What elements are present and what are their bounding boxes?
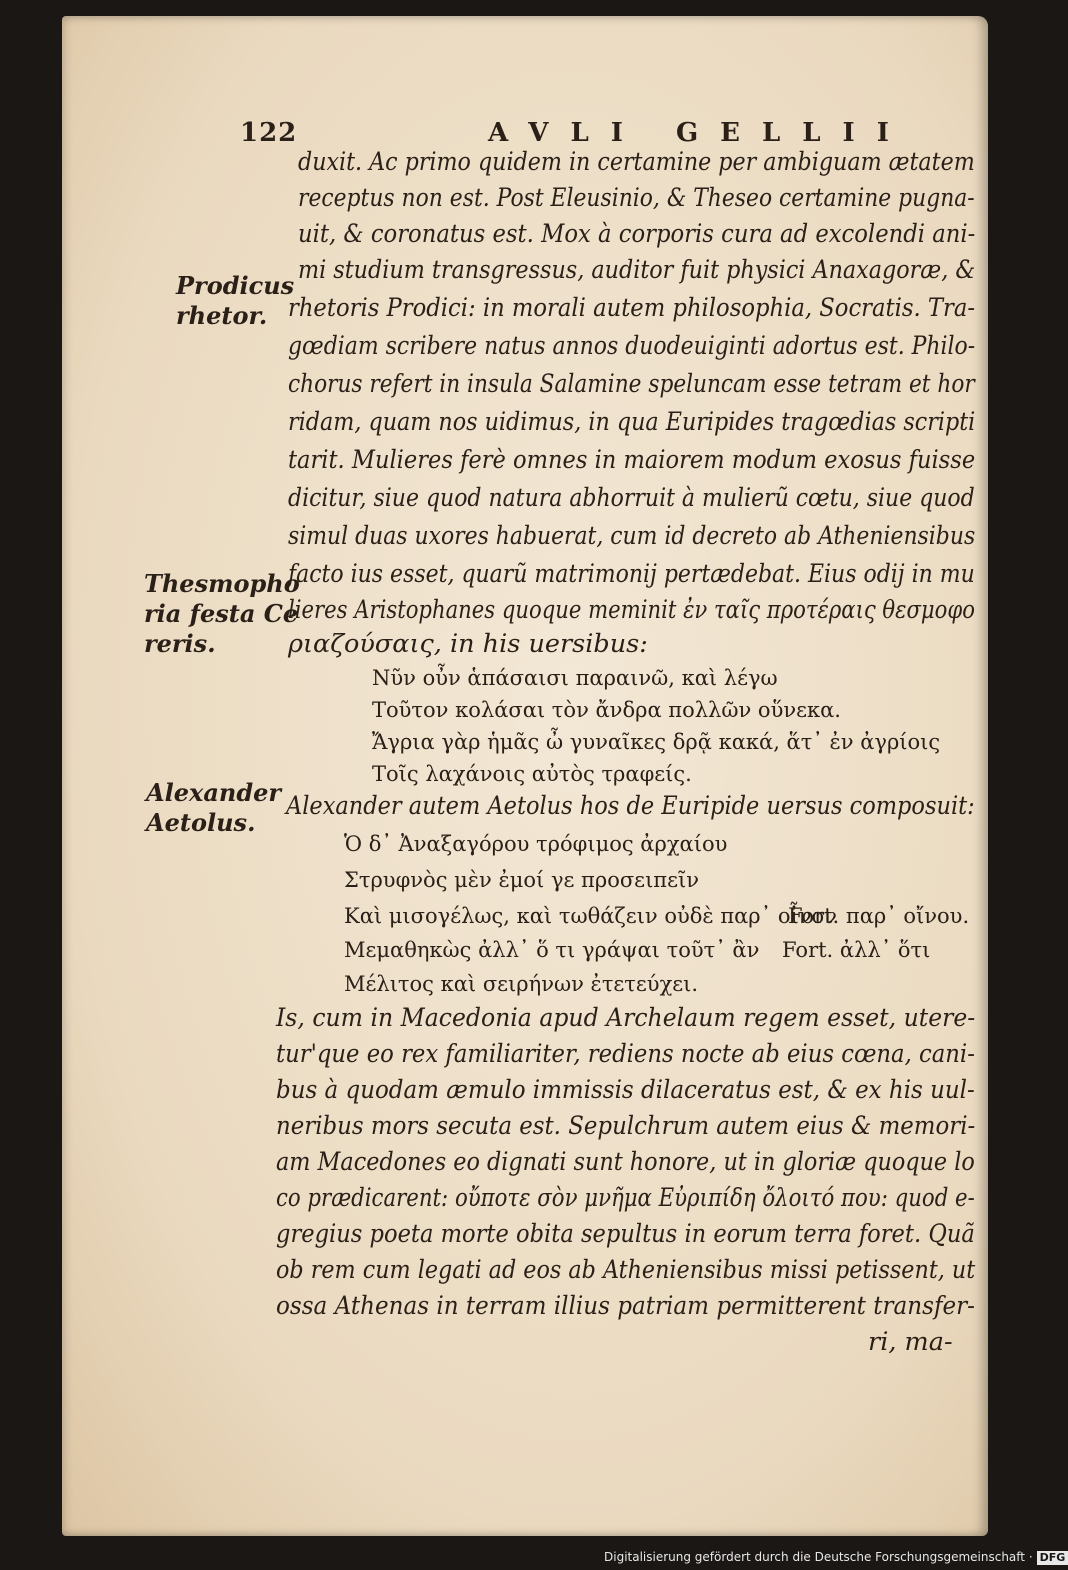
text-line: tur'que eo rex familiariter, rediens nocte ab eius cœna, cani-: [276, 1039, 975, 1069]
text-line: dicitur, siue quod natura abhorruit à mulierũ cœtu, siue quod: [288, 483, 975, 513]
text-line: bus à quodam æmulo immissis dilaceratus est, & ex his uul-: [276, 1075, 975, 1105]
text-line: Is, cum in Macedonia apud Archelaum regem esset, utere-: [276, 1003, 976, 1033]
text-line: rhetoris Prodici: in morali autem philosophia, Socratis. Tra-: [288, 293, 976, 323]
text-line: gœdiam scribere natus annos duodeuiginti adortus est. Philo-: [288, 331, 976, 361]
fort-note: Fort. ἀλλ᾽ ὅτι: [782, 938, 931, 962]
text-line: chorus refert in insula Salamine speluncam esse tetram et hor: [288, 369, 975, 399]
margin-note-line: Prodicus: [176, 271, 295, 300]
margin-note-line: Thesmopho: [144, 569, 300, 598]
greek-verse: Ὁ δ᾽ Ἀναξαγόρου τρόφιμος ἀρχαίου: [344, 832, 728, 856]
greek-verse: Μεμαθηκὼς ἀλλ᾽ ὅ τι γράψαι τοῦτ᾽ ἂν: [344, 938, 760, 962]
margin-note-line: rhetor.: [176, 301, 268, 330]
footer-text: Digitalisierung gefördert durch die Deutsche Forschungsgemeinschaft ·: [604, 1550, 1033, 1564]
text-line: gregius poeta morte obita sepultus in eorum terra foret. Quã: [276, 1219, 975, 1249]
text-line: facto ius esset, quarũ matrimonij pertædebat. Eius odij in mu: [288, 559, 975, 589]
margin-note-line: reris.: [144, 629, 216, 658]
greek-verse: Καὶ μισογέλως, καὶ τωθάζειν οὐδὲ παρ᾽ οἶνον: [344, 904, 837, 928]
greek-verse: Μέλιτος καὶ σειρήνων ἐτετεύχει.: [344, 972, 699, 996]
dfg-logo: DFG: [1037, 1551, 1068, 1565]
margin-note-line: Aetolus.: [146, 808, 256, 837]
margin-note-prodicus: [176, 271, 294, 331]
text-line: tarit. Mulieres ferè omnes in maiorem modum exosus fuisse: [288, 445, 976, 475]
greek-verse: Στρυφνὸς μὲν ἐμοί γε προσειπεῖν: [344, 868, 699, 892]
text-line: simul duas uxores habuerat, cum id decreto ab Atheniensibus: [288, 521, 976, 551]
text-line: am Macedones eo dignati sunt honore, ut in gloriæ quoque lo: [276, 1147, 975, 1177]
text-line: ob rem cum legati ad eos ab Atheniensibus missi petissent, ut: [276, 1255, 976, 1285]
page-number: 122: [240, 118, 298, 148]
margin-note-alexander: [146, 778, 281, 838]
text-line: receptus non est. Post Eleusinio, & Theseo certamine pugna-: [298, 183, 975, 213]
text-line: ossa Athenas in terram illius patriam permitterent transfer-: [276, 1291, 975, 1321]
text-line: Alexander autem Aetolus hos de Euripide uersus composuit:: [286, 791, 975, 821]
greek-verse: Τοῖς λαχάνοις αὐτὸς τραφείς.: [372, 762, 692, 786]
text-line: ριαζούσαις, in his uersibus:: [288, 629, 648, 659]
running-head: AVLI GELLII: [488, 118, 911, 148]
greek-verse: Νῦν οὖν ἁπάσαισι παραινῶ, καὶ λέγω: [372, 666, 778, 690]
margin-note-line: Alexander: [146, 778, 282, 807]
margin-note-line: ria festa Ce: [144, 599, 299, 628]
digitization-footer: [604, 1550, 1068, 1568]
catchword: ri, ma-: [868, 1327, 953, 1357]
fort-note: Fort. παρ᾽ οἴνου.: [788, 904, 970, 928]
text-line: mi studium transgressus, auditor fuit physici Anaxagoræ, &: [298, 255, 976, 285]
greek-verse: Ἄγρια γὰρ ἡμᾶς ὦ γυναῖκες δρᾷ κακά, ἅτ᾽ ἐν ἀγρίοις: [372, 730, 941, 754]
text-line: lieres Aristophanes quoque meminit ἐν ταῖς προτέραις θεσμοφο: [288, 595, 975, 625]
text-line: ridam, quam nos uidimus, in qua Euripides tragœdias scripti: [288, 407, 976, 437]
text-line: neribus mors secuta est. Sepulchrum autem eius & memori-: [276, 1111, 976, 1141]
text-line: co prædicarent: οὔποτε σὸν μνῆμα Εὐριπίδη ὄλοιτό που: quod e-: [276, 1183, 975, 1213]
margin-note-thesmophoria: [144, 569, 300, 659]
text-line: uit, & coronatus est. Mox à corporis cura ad excolendi ani-: [298, 219, 976, 249]
book-page: [62, 16, 988, 1536]
text-line: duxit. Ac primo quidem in certamine per ambiguam ætatem: [298, 147, 975, 177]
greek-verse: Τοῦτον κολάσαι τὸν ἄνδρα πολλῶν οὕνεκα.: [372, 698, 841, 722]
